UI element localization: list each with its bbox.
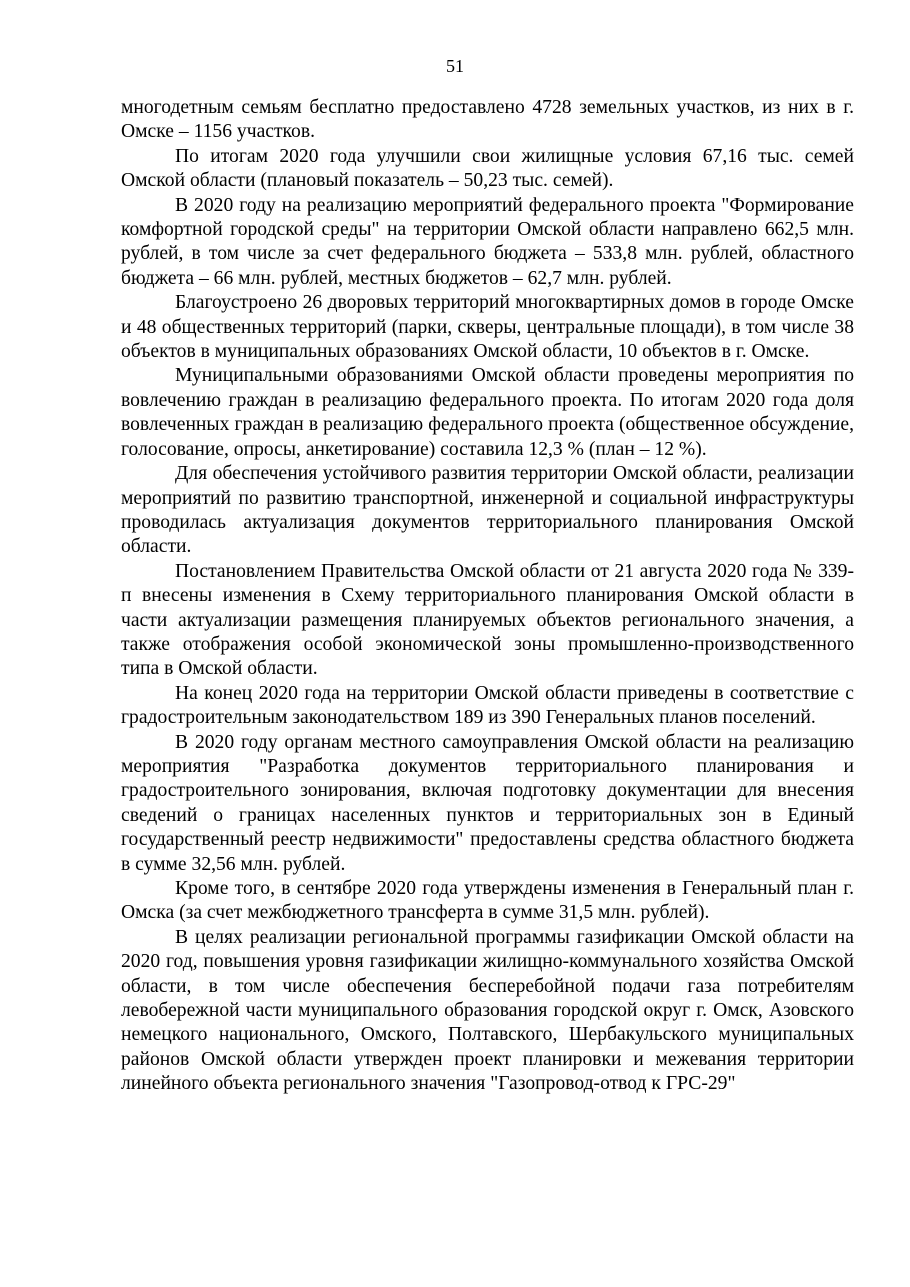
paragraph-local-government-funding: В 2020 году органам местного самоуправления Омской области на реализацию мероприятия "Разработка документов территориального планирования и градостроительного зонирования, включая подготовку документации для внесения сведений о границах населенных пунктов и территориальных зон в Единый государственный реестр недвижимости" предоставлены средства областного бюджета в сумме 32,56 млн. рублей. (121, 731, 854, 875)
paragraph-territory-improvement: Благоустроено 26 дворовых территорий многоквартирных домов в городе Омске и 48 общественных территорий (парки, скверы, центральные площади), в том числе 38 объектов в муниципальных образованиях Омской области, 10 объектов в г. Омске. (121, 292, 854, 363)
paragraph-land-plots: многодетным семьям бесплатно предоставлено 4728 земельных участков, из них в г. Омске – 1156 участков. (121, 97, 854, 143)
paragraph-housing-conditions: По итогам 2020 года улучшили свои жилищные условия 67,16 тыс. семей Омской области (плановый показатель – 50,23 тыс. семей). (121, 145, 854, 192)
paragraph-omsk-general-plan: Кроме того, в сентябре 2020 года утверждены изменения в Генеральный план г. Омска (за счет межбюджетного трансферта в сумме 31,5 млн. рублей). (121, 878, 854, 924)
paragraph-gasification: В целях реализации региональной программы газификации Омской области на 2020 год, повышения уровня газификации жилищно-коммунального хозяйства Омской области, в том числе обеспечения бесперебойной подачи газа потребителям левобережной части муниципального образования городской округ г. Омск, Азовского немецкого национального, Омского, Полтавского, Шербакульского муниципальных районов Омской области утвержден проект планировки и межевания территории линейного объекта регионального значения "Газопровод-отвод к ГРС-29" (121, 926, 854, 1095)
paragraph-citizen-involvement: Муниципальными образованиями Омской области проведены мероприятия по вовлечению граждан в реализацию федерального проекта. По итогам 2020 года доля вовлеченных граждан в реализацию федерального проекта (общественное обсуждение, голосование, опросы, анкетирование) составила 12,3 % (план – 12 %). (121, 365, 854, 460)
page-number: 51 (446, 56, 464, 76)
paragraph-sustainable-development: Для обеспечения устойчивого развития территории Омской области, реализации мероприятий по развитию транспортной, инженерной и социальной инфраструктуры проводилась актуализация документов территориального планирования Омской области. (121, 463, 854, 558)
paragraph-urban-environment-funding: В 2020 году на реализацию мероприятий федерального проекта "Формирование комфортной городской среды" на территории Омской области направлено 662,5 млн. рублей, в том числе за счет федерального бюджета – 533,8 млн. рублей, областного бюджета – 66 млн. рублей, местных бюджетов – 62,7 млн. рублей. (121, 194, 854, 289)
paragraph-general-plans: На конец 2020 года на территории Омской области приведены в соответствие с градостроительным законодательством 189 из 390 Генеральных планов поселений. (121, 682, 854, 729)
paragraph-government-resolution: Постановлением Правительства Омской области от 21 августа 2020 года № 339-п внесены изменения в Схему территориального планирования Омской области в части актуализации размещения планируемых объектов регионального значения, а также отображения особой экономической зоны промышленно-производственного типа в Омской области. (121, 560, 854, 680)
document-body (121, 96, 854, 1097)
